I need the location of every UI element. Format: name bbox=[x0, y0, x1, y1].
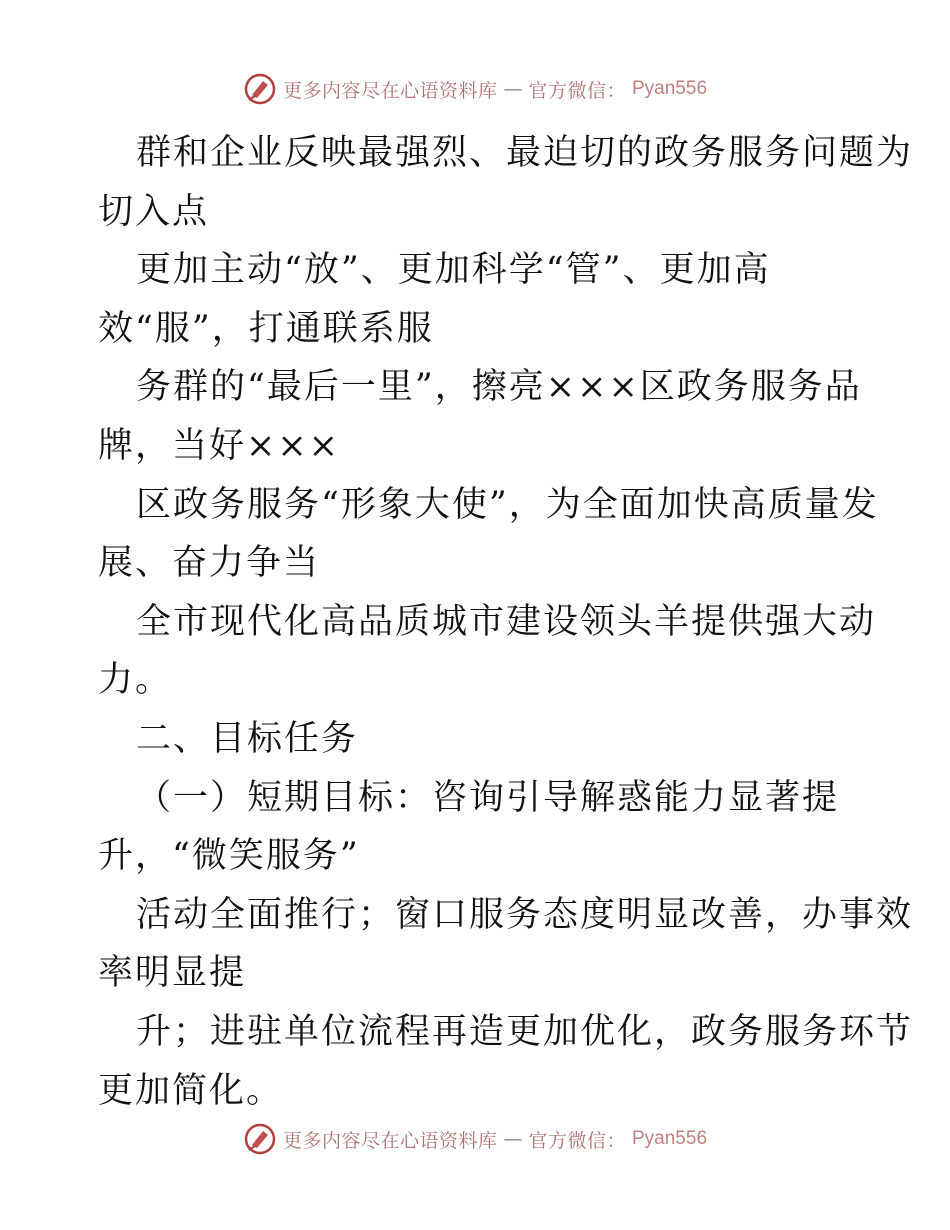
watermark-separator: — bbox=[503, 1128, 523, 1150]
logo-icon bbox=[243, 1122, 277, 1156]
body-line: 更加主动“放”、更加科学“管”、更加高 bbox=[136, 250, 771, 291]
body-line: 更加简化。 bbox=[98, 1070, 284, 1111]
body-line: 展、奋力争当 bbox=[98, 543, 321, 584]
body-line: 效“服”，打通联系服 bbox=[98, 308, 434, 349]
body-line: 升，“微笑服务” bbox=[98, 836, 360, 877]
watermark-wechat-label: 官方微信： bbox=[528, 79, 626, 102]
body-line: 升；进驻单位流程再造更加优化，政务服务环节 bbox=[136, 1011, 914, 1052]
body-line: 群和企业反映最强烈、最迫切的政务服务问题为 bbox=[136, 133, 914, 173]
watermark-text: 更多内容尽在心语资料库 bbox=[282, 79, 498, 102]
body-line: 切入点 bbox=[98, 191, 210, 232]
body-line: （一）短期目标：咨询引导解惑能力显著提 bbox=[136, 777, 840, 818]
watermark-text: 更多内容尽在心语资料库 bbox=[282, 1129, 498, 1152]
body-line: 区政务服务“形象大使”，为全面加快高质量发 bbox=[136, 484, 879, 525]
body-line: 牌，当好××× bbox=[98, 425, 340, 466]
watermark-footer bbox=[0, 1122, 950, 1156]
watermark-separator: — bbox=[503, 78, 523, 100]
body-line: 力。 bbox=[98, 660, 173, 701]
document-body bbox=[98, 124, 914, 1120]
body-line: 全市现代化高品质城市建设领头羊提供强大动 bbox=[136, 601, 877, 642]
watermark-header bbox=[0, 72, 950, 106]
logo-icon bbox=[243, 72, 277, 106]
body-line: 活动全面推行；窗口服务态度明显改善，办事效 bbox=[136, 894, 914, 935]
body-line: 务群的“最后一里”，擦亮×××区政务服务品 bbox=[136, 367, 862, 408]
section-heading: 二、目标任务 bbox=[136, 718, 359, 759]
watermark-wechat-id: Pyan556 bbox=[632, 1128, 708, 1149]
watermark-wechat-label: 官方微信： bbox=[528, 1129, 626, 1152]
body-line: 率明显提 bbox=[98, 953, 247, 994]
watermark-wechat-id: Pyan556 bbox=[632, 78, 708, 99]
